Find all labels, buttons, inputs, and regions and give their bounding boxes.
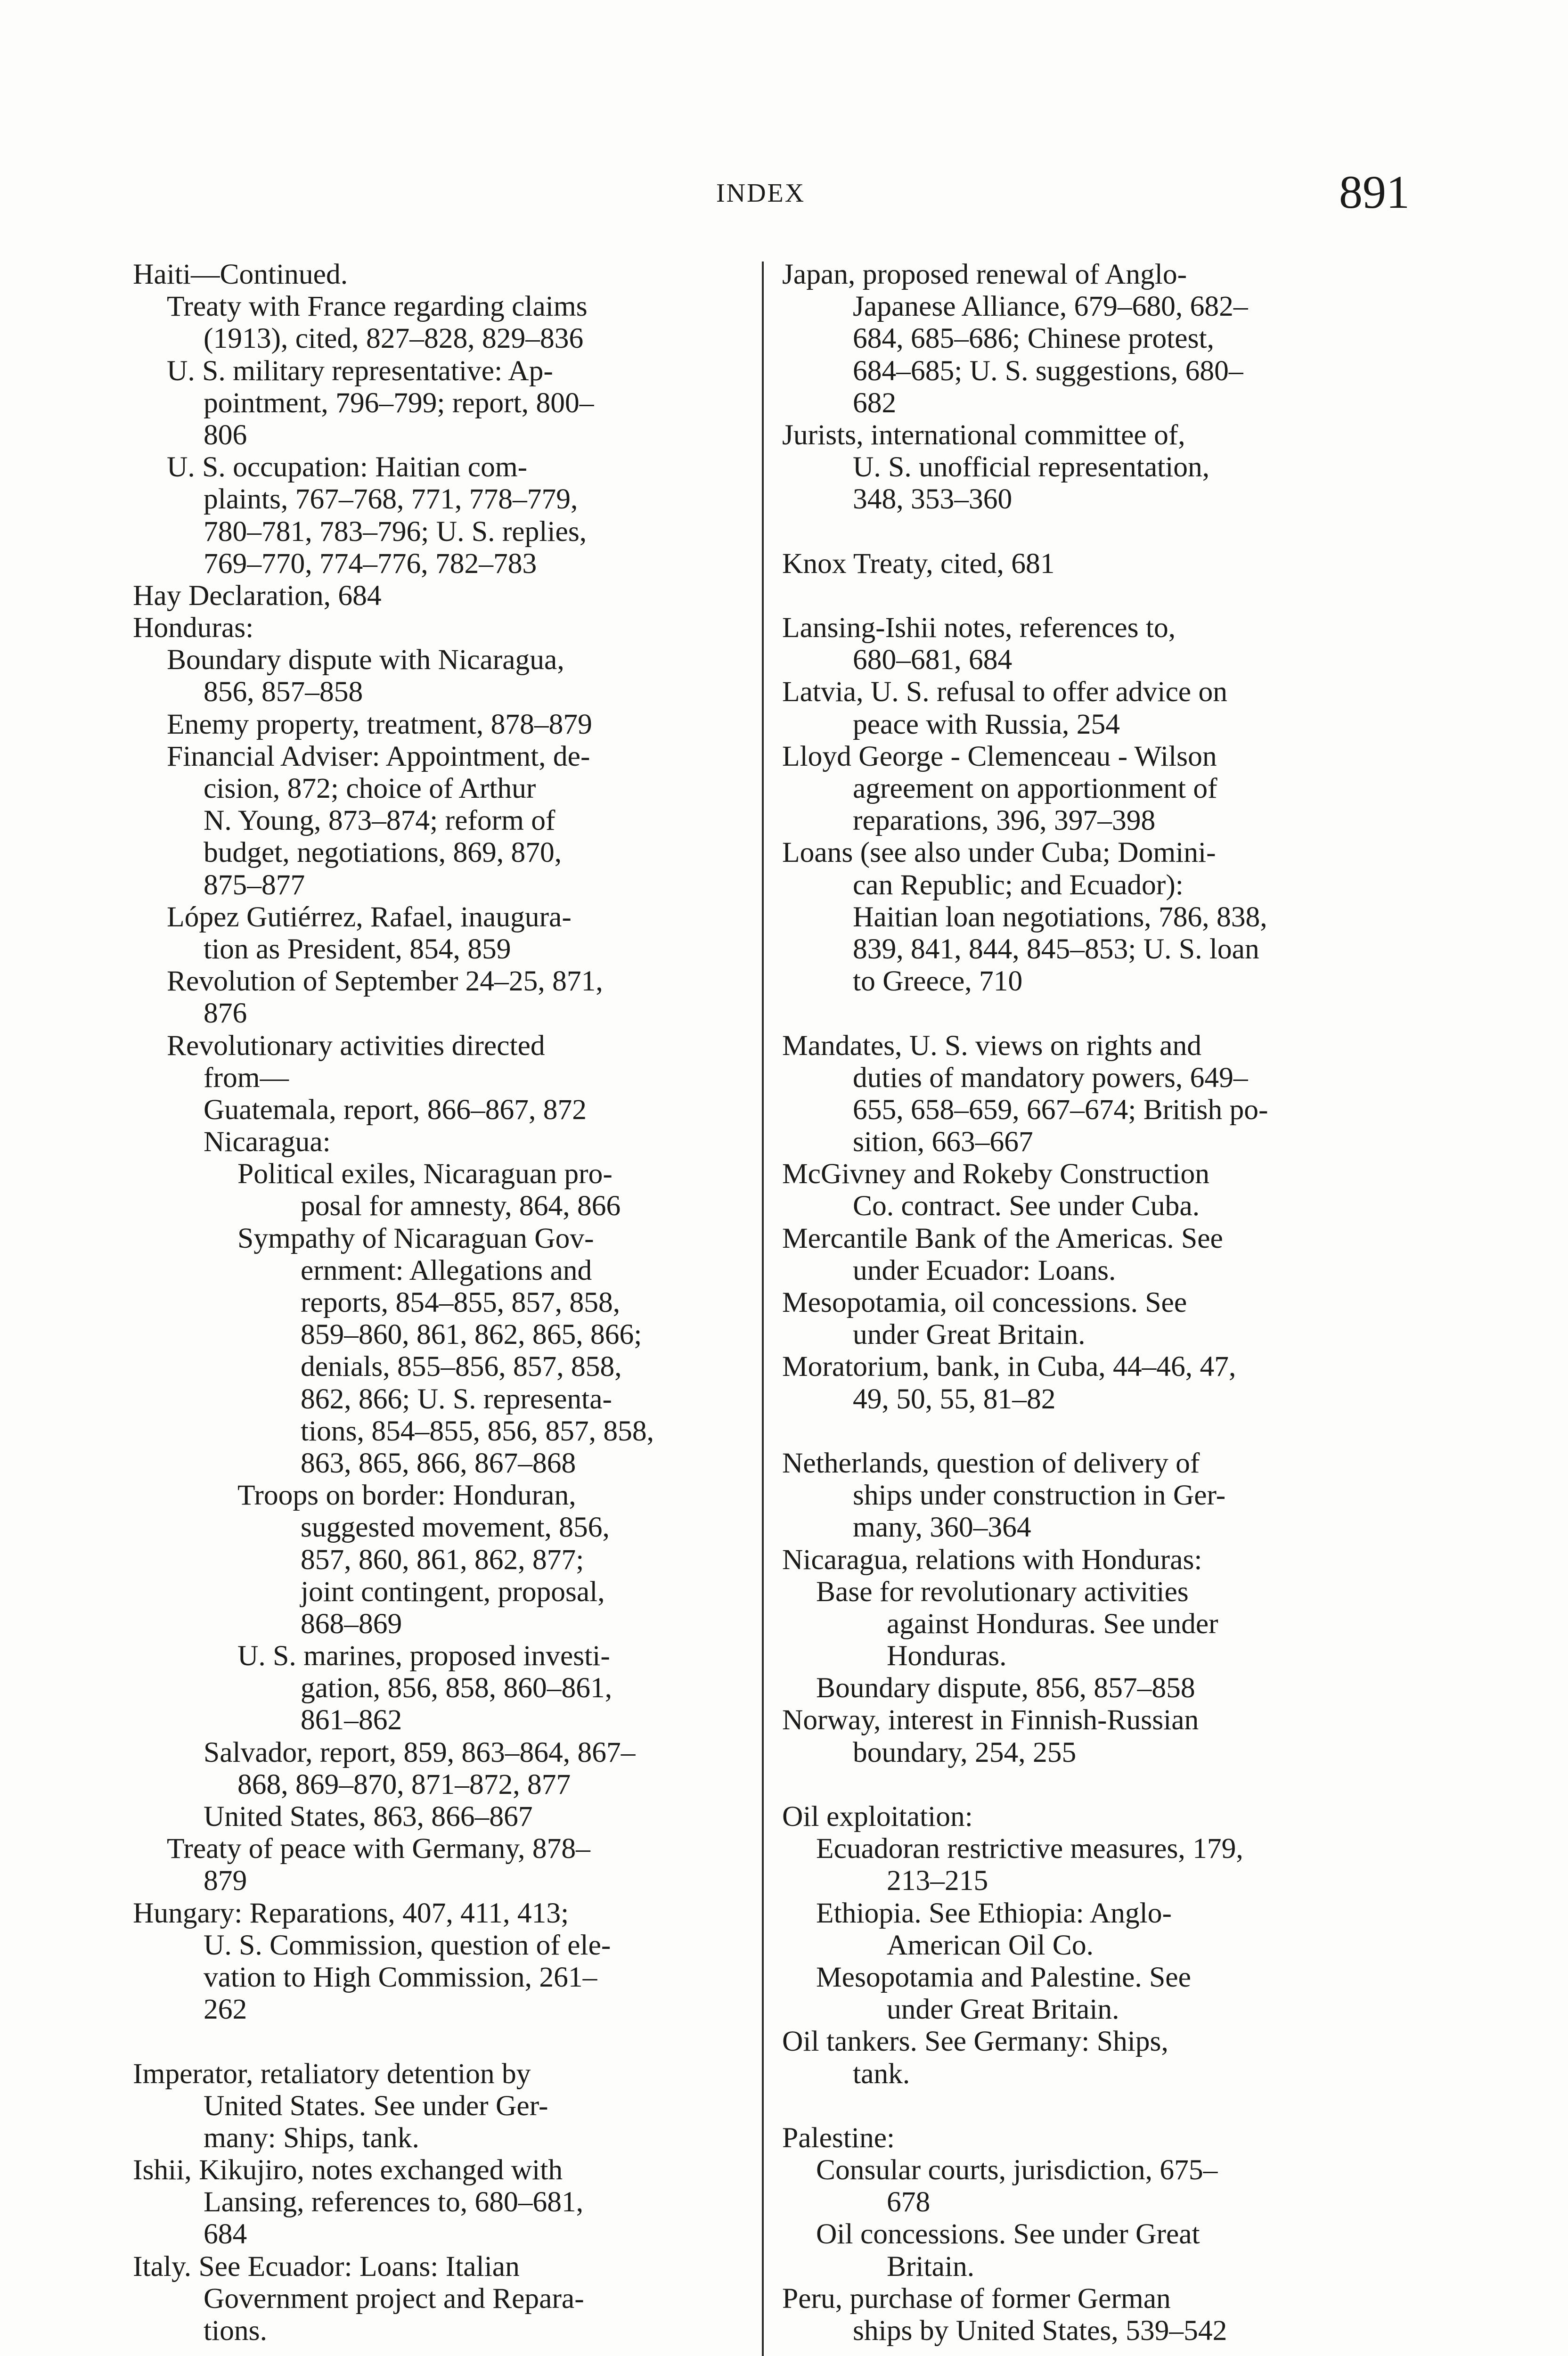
index-entry-line: suggested movement, 856, <box>301 1511 610 1544</box>
index-entry-line: Guatemala, report, 866–867, 872 <box>204 1093 587 1126</box>
index-entry-line: United States. See under Ger- <box>204 2089 548 2122</box>
index-entry-line: tion as President, 854, 859 <box>204 933 511 965</box>
index-entry-line: under Ecuador: Loans. <box>853 1254 1116 1286</box>
index-entry-line: 213–215 <box>887 1865 988 1897</box>
index-entry-line: Mercantile Bank of the Americas. See <box>782 1222 1223 1254</box>
index-entry-line: Government project and Repara- <box>204 2282 584 2315</box>
index-entry-line: Haiti—Continued. <box>133 258 348 290</box>
running-head: INDEX <box>716 179 806 208</box>
index-entry-line: Latvia, U. S. refusal to offer advice on <box>782 676 1227 708</box>
index-entry-line: Palestine: <box>782 2121 895 2154</box>
index-entry-line: 859–860, 861, 862, 865, 866; <box>301 1318 642 1351</box>
index-entry-line: Consular courts, jurisdiction, 675– <box>816 2154 1218 2186</box>
index-entry-line: under Great Britain. <box>887 1993 1119 2026</box>
index-entry-line: 806 <box>204 418 247 451</box>
index-entry-line: 876 <box>204 997 247 1030</box>
index-entry-line: Enemy property, treatment, 878–879 <box>167 708 592 740</box>
index-entry-line: tank. <box>853 2057 910 2090</box>
index-entry-line: 262 <box>204 1993 247 2026</box>
index-entry-line: Moratorium, bank, in Cuba, 44–46, 47, <box>782 1350 1236 1383</box>
index-entry-line: 655, 658–659, 667–674; British po- <box>853 1093 1268 1126</box>
index-entry-line: Revolution of September 24–25, 871, <box>167 965 603 998</box>
index-entry-line: 879 <box>204 1865 247 1897</box>
index-entry-line: under Great Britain. <box>853 1318 1086 1351</box>
index-entry-line: Mandates, U. S. views on rights and <box>782 1029 1201 1062</box>
index-entry-line: tions. <box>204 2315 267 2347</box>
index-entry-line: 684 <box>204 2218 247 2250</box>
index-entry-line: United States, 863, 866–867 <box>204 1800 533 1832</box>
index-entry-line: N. Young, 873–874; reform of <box>204 804 555 837</box>
index-entry-line: Honduras: <box>133 612 254 644</box>
index-entry-line: pointment, 796–799; report, 800– <box>204 386 594 419</box>
index-entry-line: Lloyd George - Clemenceau - Wilson <box>782 740 1217 772</box>
index-entry-line: Nicaragua, relations with Honduras: <box>782 1543 1202 1576</box>
index-entry-line: ernment: Allegations and <box>301 1254 592 1286</box>
index-entry-line: Co. contract. See under Cuba. <box>853 1190 1200 1222</box>
index-entry-line: boundary, 254, 255 <box>853 1736 1077 1768</box>
index-entry-line: 680–681, 684 <box>853 644 1013 676</box>
index-entry-line: vation to High Commission, 261– <box>204 1961 597 1993</box>
index-entry-line: Oil concessions. See under Great <box>816 2218 1200 2250</box>
index-entry-line: U. S. Commission, question of ele- <box>204 1929 611 1961</box>
index-entry-line: Mesopotamia, oil concessions. See <box>782 1286 1187 1318</box>
entry-gap <box>782 1768 1386 1800</box>
index-entry-line: U. S. unofficial representation, <box>853 451 1210 483</box>
index-entry-line: Britain. <box>887 2250 975 2282</box>
entry-gap <box>782 515 1386 548</box>
index-entry-line: U. S. military representative: Ap- <box>167 354 553 387</box>
index-entry-line: Financial Adviser: Appointment, de- <box>167 740 590 772</box>
index-entry-line: many, 360–364 <box>853 1511 1031 1544</box>
index-entry-line: Oil exploitation: <box>782 1800 973 1832</box>
index-entry-line: Lansing, references to, 680–681, <box>204 2186 584 2218</box>
index-entry-line: ships by United States, 539–542 <box>853 2315 1227 2347</box>
index-entry-line: sition, 663–667 <box>853 1126 1033 1158</box>
index-entry-line: 348, 353–360 <box>853 483 1013 515</box>
index-entry-line: López Gutiérrez, Rafael, inaugura- <box>167 900 572 933</box>
index-entry-line: Oil tankers. See Germany: Ships, <box>782 2025 1168 2058</box>
index-entry-line: 868, 869–870, 871–872, 877 <box>237 1768 571 1800</box>
index-entry-line: Troops on border: Honduran, <box>237 1479 576 1512</box>
index-entry-line: ships under construction in Ger- <box>853 1479 1226 1512</box>
index-entry-line: 684–685; U. S. suggestions, 680– <box>853 354 1243 387</box>
index-entry-line: Jurists, international committee of, <box>782 418 1185 451</box>
index-entry-line: Hay Declaration, 684 <box>133 579 382 612</box>
index-entry-line: duties of mandatory powers, 649– <box>853 1061 1248 1094</box>
index-entry-line: against Honduras. See under <box>887 1607 1218 1640</box>
index-entry-line: 863, 865, 866, 867–868 <box>301 1447 576 1479</box>
index-entry-line: cision, 872; choice of Arthur <box>204 772 536 804</box>
index-entry-line: Netherlands, question of delivery of <box>782 1447 1200 1479</box>
index-entry-line: to Greece, 710 <box>853 965 1023 998</box>
entry-gap <box>782 2090 1386 2122</box>
index-entry-line: 780–781, 783–796; U. S. replies, <box>204 515 587 548</box>
index-entry-line: agreement on apportionment of <box>853 772 1217 804</box>
index-entry-line: 682 <box>853 386 897 419</box>
index-entry-line: reparations, 396, 397–398 <box>853 804 1156 837</box>
index-entry-line: 839, 841, 844, 845–853; U. S. loan <box>853 933 1259 965</box>
index-entry-line: plaints, 767–768, 771, 778–779, <box>204 483 578 515</box>
index-entry-line: 49, 50, 55, 81–82 <box>853 1383 1056 1415</box>
index-entry-line: Ishii, Kikujiro, notes exchanged with <box>133 2154 563 2186</box>
index-entry-line: Revolutionary activities directed <box>167 1029 545 1062</box>
index-entry-line: Italy. See Ecuador: Loans: Italian <box>133 2250 520 2282</box>
index-entry-line: can Republic; and Ecuador): <box>853 868 1184 901</box>
index-entry-line: Knox Treaty, cited, 681 <box>782 547 1055 580</box>
index-entry-line: posal for amnesty, 864, 866 <box>301 1190 621 1222</box>
index-entry-line: reports, 854–855, 857, 858, <box>301 1286 621 1318</box>
index-entry-line: Japanese Alliance, 679–680, 682– <box>853 290 1248 323</box>
index-entry-line: from— <box>204 1061 289 1094</box>
index-entry-line: Japan, proposed renewal of Anglo- <box>782 258 1187 290</box>
index-entry-line: 868–869 <box>301 1607 402 1640</box>
index-entry-line: Political exiles, Nicaraguan pro- <box>237 1158 612 1190</box>
index-entry-line: Haitian loan negotiations, 786, 838, <box>853 900 1267 933</box>
index-entry-line: joint contingent, proposal, <box>301 1575 605 1608</box>
index-entry-line: Imperator, retaliatory detention by <box>133 2057 531 2090</box>
index-entry-line: 862, 866; U. S. representa- <box>301 1383 612 1415</box>
index-entry-line: Honduras. <box>887 1640 1007 1672</box>
index-entry-line: (1913), cited, 827–828, 829–836 <box>204 322 584 355</box>
entry-gap <box>133 2025 743 2057</box>
index-entry-line: Lansing-Ishii notes, references to, <box>782 612 1176 644</box>
index-entry-line: Mesopotamia and Palestine. See <box>816 1961 1191 1993</box>
page-number: 891 <box>1339 166 1410 218</box>
index-column-right <box>782 258 1386 2347</box>
index-entry-line: U. S. marines, proposed investi- <box>237 1640 610 1672</box>
index-entry-line: Base for revolutionary activities <box>816 1575 1189 1608</box>
index-entry-line: Hungary: Reparations, 407, 411, 413; <box>133 1897 569 1929</box>
index-entry-line: Sympathy of Nicaraguan Gov- <box>237 1222 594 1254</box>
index-entry-line: tions, 854–855, 856, 857, 858, <box>301 1415 654 1447</box>
index-entry-line: budget, negotiations, 869, 870, <box>204 836 562 869</box>
index-entry-line: 861–862 <box>301 1704 402 1736</box>
entry-gap <box>782 1415 1386 1447</box>
index-entry-line: 678 <box>887 2186 931 2218</box>
index-entry-line: Nicaragua: <box>204 1126 331 1158</box>
column-divider <box>762 262 764 2356</box>
index-entry-line: Loans (see also under Cuba; Domini- <box>782 836 1216 869</box>
index-entry-line: 875–877 <box>204 868 305 901</box>
index-entry-line: 857, 860, 861, 862, 877; <box>301 1543 584 1576</box>
index-entry-line: Peru, purchase of former German <box>782 2282 1171 2315</box>
index-entry-line: McGivney and Rokeby Construction <box>782 1158 1210 1190</box>
index-entry-line: 856, 857–858 <box>204 676 363 708</box>
index-entry-line: 769–770, 774–776, 782–783 <box>204 547 537 580</box>
index-entry-line: 684, 685–686; Chinese protest, <box>853 322 1214 355</box>
index-entry-line: Ecuadoran restrictive measures, 179, <box>816 1832 1243 1865</box>
index-column-left <box>133 258 743 2347</box>
index-entry-line: American Oil Co. <box>887 1929 1094 1961</box>
index-entry-line: many: Ships, tank. <box>204 2121 419 2154</box>
index-entry-line: Norway, interest in Finnish-Russian <box>782 1704 1199 1736</box>
index-entry-line: Boundary dispute, 856, 857–858 <box>816 1672 1195 1704</box>
index-entry-line: Treaty with France regarding claims <box>167 290 588 323</box>
index-entry-line: U. S. occupation: Haitian com- <box>167 451 528 483</box>
index-entry-line: Treaty of peace with Germany, 878– <box>167 1832 590 1865</box>
index-entry-line: denials, 855–856, 857, 858, <box>301 1350 622 1383</box>
index-entry-line: peace with Russia, 254 <box>853 708 1120 740</box>
index-entry-line: Salvador, report, 859, 863–864, 867– <box>204 1736 636 1768</box>
entry-gap <box>782 580 1386 612</box>
index-entry-line: gation, 856, 858, 860–861, <box>301 1672 612 1704</box>
index-entry-line: Ethiopia. See Ethiopia: Anglo- <box>816 1897 1172 1929</box>
index-entry-line: Boundary dispute with Nicaragua, <box>167 644 564 676</box>
entry-gap <box>782 997 1386 1029</box>
